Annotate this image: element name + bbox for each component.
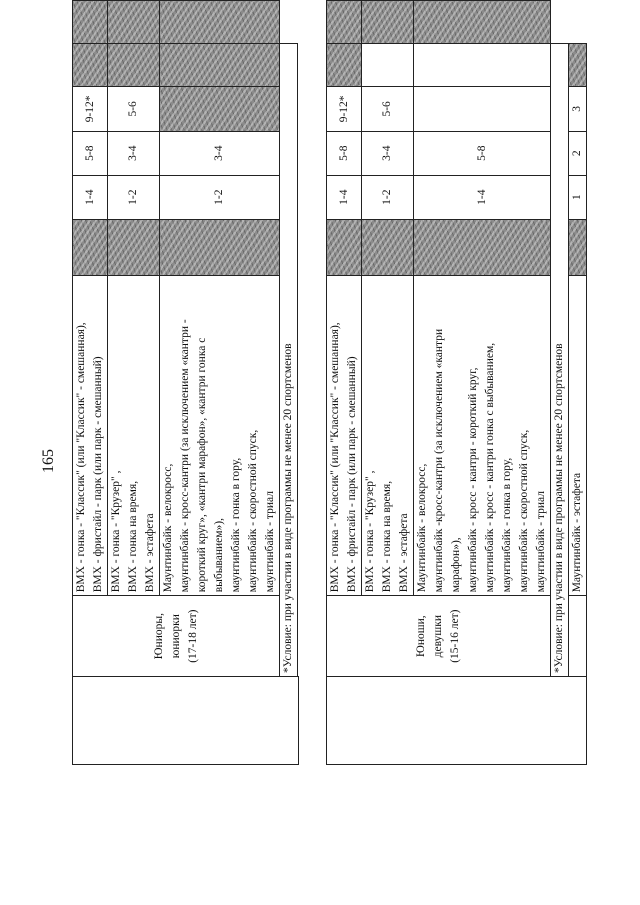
discipline-line: BMX - гонка на время, <box>381 480 393 593</box>
age-group-cell <box>569 596 587 677</box>
shaded-cell <box>569 219 587 275</box>
discipline-cell <box>362 276 414 596</box>
note-cell: *Условие: при участии в виде программы не менее 20 спортсменов <box>280 44 298 677</box>
shaded-cell <box>569 44 587 87</box>
discipline-cell <box>414 276 551 596</box>
shaded-cell <box>160 219 280 275</box>
discipline-line: маунтинбайк - кросс - кантри - короткий круг, <box>467 367 479 593</box>
shaded-cell <box>362 1 414 44</box>
rank-cell: 5-6 <box>362 87 414 132</box>
shaded-cell <box>327 219 362 275</box>
ranking-table-continued <box>326 0 587 765</box>
rank-cell: 3-4 <box>362 131 414 175</box>
discipline-line: BMX - гонка - "Классик" (или "Классик" - смешанная), <box>75 322 87 593</box>
discipline-line: Маунтинбайк - велокросс, <box>416 463 428 593</box>
shaded-cell <box>327 1 362 44</box>
ranking-table <box>72 0 299 765</box>
table-row <box>298 1 299 765</box>
shaded-cell <box>108 44 160 87</box>
page-number: 165 <box>40 449 57 473</box>
shaded-cell <box>414 1 551 44</box>
age-group-line: (17-18 лет) <box>186 609 199 663</box>
discipline-line: маунтинбайк - триал <box>264 491 276 593</box>
rank-cell: 1-4 <box>414 175 551 219</box>
discipline-line: маунтинбайк - гонка в гору, <box>230 457 242 593</box>
table-row <box>280 1 298 765</box>
table-row <box>569 1 587 765</box>
age-group-line: юниорки <box>169 614 182 659</box>
age-group-line: Юниоры, <box>152 613 165 660</box>
rank-cell: 2 <box>569 131 587 175</box>
rank-cell: 3 <box>569 87 587 132</box>
discipline-cell <box>73 276 108 596</box>
age-group-line: (15-16 лет) <box>449 609 461 663</box>
discipline-line: маунтинбайк - кросс - кантри гонка с выбыванием, <box>484 342 496 593</box>
rank-cell: 5-6 <box>108 87 160 132</box>
rank-cell: 5-8 <box>73 131 108 175</box>
rank-cell: 1-2 <box>108 175 160 219</box>
shaded-cell <box>73 1 108 44</box>
discipline-cell <box>569 276 587 596</box>
rank-cell: 1-2 <box>160 175 280 219</box>
rank-cell: 9-12* <box>327 87 362 132</box>
rank-cell: 5-8 <box>414 131 551 175</box>
table-row <box>551 1 569 765</box>
discipline-line: BMX - гонка на время, <box>127 480 139 593</box>
shaded-cell <box>414 219 551 275</box>
discipline-line: маунтинбайк -кросс-кантри (за исключением «кантри марафон»), <box>433 328 462 593</box>
rank-cell: 5-8 <box>327 131 362 175</box>
note-cell: *Условие: при участии в виде программы не менее 20 спортсменов <box>551 44 569 677</box>
table-row <box>327 1 362 765</box>
shaded-cell <box>327 44 362 87</box>
table-row <box>73 1 108 765</box>
age-group-cell <box>327 596 551 677</box>
discipline-line: BMX - гонка - "Классик" (или "Классик" - смешанная), <box>329 322 341 593</box>
discipline-line: Маунтинбайк - велокросс, <box>162 463 174 593</box>
empty-cell <box>414 44 551 87</box>
rank-cell: 3-4 <box>160 131 280 175</box>
discipline-line: маунтинбайк - триал <box>535 491 547 593</box>
discipline-line: Маунтинбайк - эстафета <box>571 472 583 593</box>
shaded-cell <box>160 87 280 132</box>
empty-cell <box>414 87 551 132</box>
discipline-line: маунтинбайк - скоростной спуск, <box>518 429 530 593</box>
discipline-line: маунтинбайк - скоростной спуск, <box>247 429 259 593</box>
discipline-line: BMX - эстафета <box>144 513 156 593</box>
rank-cell: 9-12* <box>73 87 108 132</box>
discipline-line: маунтинбайк - кросс-кантри (за исключением «кантри - короткий круг», «кантри марафон», «кантри гонка с выбыванием»), <box>179 319 225 593</box>
shaded-cell <box>73 219 108 275</box>
shaded-cell <box>73 44 108 87</box>
shaded-cell <box>160 1 280 44</box>
rank-cell: 1-4 <box>73 175 108 219</box>
discipline-line: BMX - эстафета <box>398 513 410 593</box>
age-group-line: Юноши, <box>415 615 427 657</box>
discipline-cell <box>108 276 160 596</box>
shaded-cell <box>108 219 160 275</box>
spacer <box>298 44 299 677</box>
rank-cell: 3-4 <box>108 131 160 175</box>
empty-cell <box>362 44 414 87</box>
rank-cell: 1-2 <box>362 175 414 219</box>
discipline-line: BMX - гонка - "Крузер" , <box>110 470 122 593</box>
shaded-cell <box>362 219 414 275</box>
blank-first-column <box>327 677 587 765</box>
discipline-line: BMX - гонка - "Крузер" , <box>364 470 376 593</box>
discipline-cell <box>327 276 362 596</box>
discipline-line: маунтинбайк - гонка в гору, <box>501 457 513 593</box>
shaded-cell <box>160 44 280 87</box>
discipline-line: BMX - фристайл - парк (или парк - смешанный) <box>92 356 104 593</box>
rank-cell: 1-4 <box>327 175 362 219</box>
age-group-cell <box>73 596 280 677</box>
blank-first-column <box>73 677 299 765</box>
shaded-cell <box>108 1 160 44</box>
discipline-line: BMX - фристайл - парк (или парк - смешанный) <box>346 356 358 593</box>
age-group-line: девушки <box>432 614 444 658</box>
rank-cell: 1 <box>569 175 587 219</box>
discipline-cell <box>160 276 280 596</box>
